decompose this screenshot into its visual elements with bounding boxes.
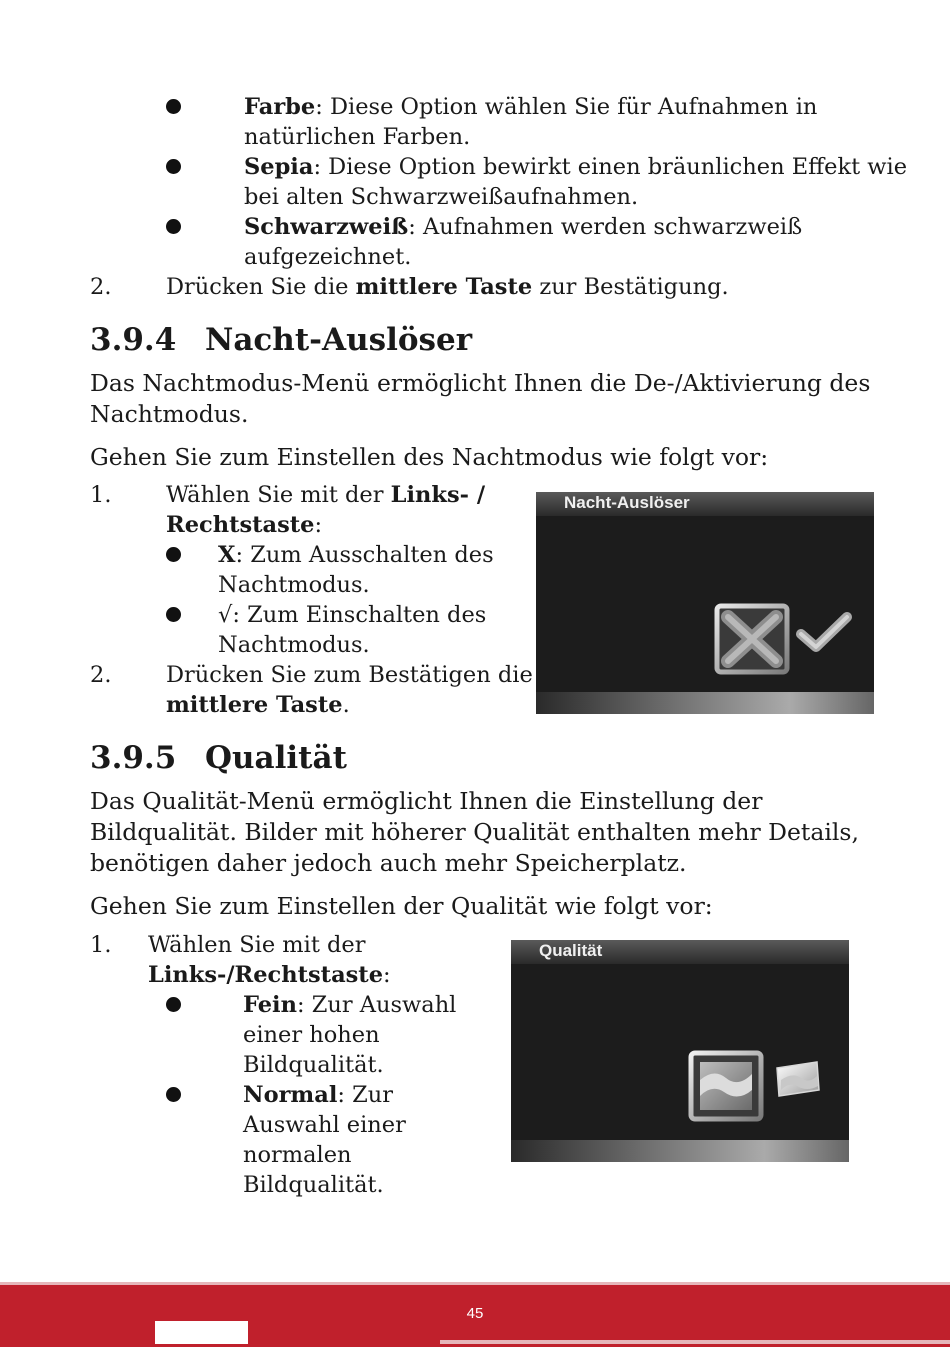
list-item-schwarzweiss: Schwarzweiß: Aufnahmen werden schwarzweiß (244, 214, 803, 240)
intro-paragraph-line: Bildqualität. Bilder mit höherer Qualität enthalten mehr Details, (90, 818, 859, 846)
screen-bottom-bar (511, 1140, 849, 1162)
footer-stripe-right (440, 1340, 950, 1344)
list-item-schwarzweiss-cont: aufgezeichnet. (244, 244, 412, 270)
fine-quality-icon (688, 1050, 764, 1122)
bullet-dot (166, 99, 181, 114)
checkmark-icon (796, 610, 852, 654)
step-text-cont: Links-/Rechtstaste: (148, 962, 391, 988)
step-number: 1. (90, 482, 112, 508)
list-item-normal-cont: Auswahl einer (243, 1112, 406, 1138)
step-number: 1. (90, 932, 112, 958)
bullet-dot (166, 547, 181, 562)
howto-line: Gehen Sie zum Einstellen der Qualität wie folgt vor: (90, 892, 713, 920)
howto-line: Gehen Sie zum Einstellen des Nachtmodus wie folgt vor: (90, 443, 769, 471)
intro-paragraph-line: Das Nachtmodus-Menü ermöglicht Ihnen die De-/Aktivierung des (90, 369, 871, 397)
section-number: 3.9.5 (90, 740, 177, 776)
list-item-fein-cont: einer hohen (243, 1022, 380, 1048)
off-option-icon (714, 603, 790, 675)
bullet-dot (166, 607, 181, 622)
step-text-cont: Rechtstaste: (166, 512, 323, 538)
step-text-cont: mittlere Taste. (166, 692, 350, 718)
screen-bottom-bar (536, 692, 874, 714)
list-item-fein-cont: Bildqualität. (243, 1052, 384, 1078)
screen-title: Nacht-Auslöser (564, 493, 690, 512)
step-text: Wählen Sie mit der Links- / (166, 482, 486, 508)
list-item-sepia-cont: bei alten Schwarzweißaufnahmen. (244, 184, 639, 210)
step-text: Drücken Sie die mittlere Taste zur Bestätigung. (166, 274, 729, 300)
section-title: Qualität (205, 740, 347, 776)
bullet-dot (166, 997, 181, 1012)
page-number: 45 (466, 1305, 484, 1322)
list-item-normal-cont: normalen (243, 1142, 352, 1168)
list-item-off-cont: Nachtmodus. (218, 572, 370, 598)
bullet-dot (166, 159, 181, 174)
list-item-off: X: Zum Ausschalten des (218, 542, 494, 568)
list-item-farbe: Farbe: Diese Option wählen Sie für Aufnahmen in (244, 94, 818, 120)
intro-paragraph-line: Das Qualität-Menü ermöglicht Ihnen die Einstellung der (90, 787, 763, 815)
intro-paragraph-line: Nachtmodus. (90, 400, 249, 428)
list-item-normal: Normal: Zur (243, 1082, 393, 1108)
normal-quality-icon (773, 1060, 823, 1100)
quality-screen (511, 940, 849, 1162)
night-mode-screen (536, 492, 874, 714)
step-text: Wählen Sie mit der (148, 932, 366, 958)
list-item-farbe-cont: natürlichen Farben. (244, 124, 471, 150)
list-item-sepia: Sepia: Diese Option bewirkt einen bräunlichen Effekt wie (244, 154, 908, 180)
step-number: 2. (90, 662, 112, 688)
section-number: 3.9.4 (90, 322, 177, 358)
list-item-on: √: Zum Einschalten des (218, 602, 487, 628)
footer-tab-left (155, 1321, 248, 1344)
list-item-fein: Fein: Zur Auswahl (243, 992, 457, 1018)
list-item-on-cont: Nachtmodus. (218, 632, 370, 658)
section-title: Nacht-Auslöser (205, 322, 473, 358)
step-text: Drücken Sie zum Bestätigen die (166, 662, 533, 688)
screen-title: Qualität (539, 941, 603, 960)
intro-paragraph-line: benötigen daher jedoch auch mehr Speicherplatz. (90, 849, 687, 877)
step-number: 2. (90, 274, 112, 300)
list-item-normal-cont: Bildqualität. (243, 1172, 384, 1198)
bullet-dot (166, 1087, 181, 1102)
bullet-dot (166, 219, 181, 234)
